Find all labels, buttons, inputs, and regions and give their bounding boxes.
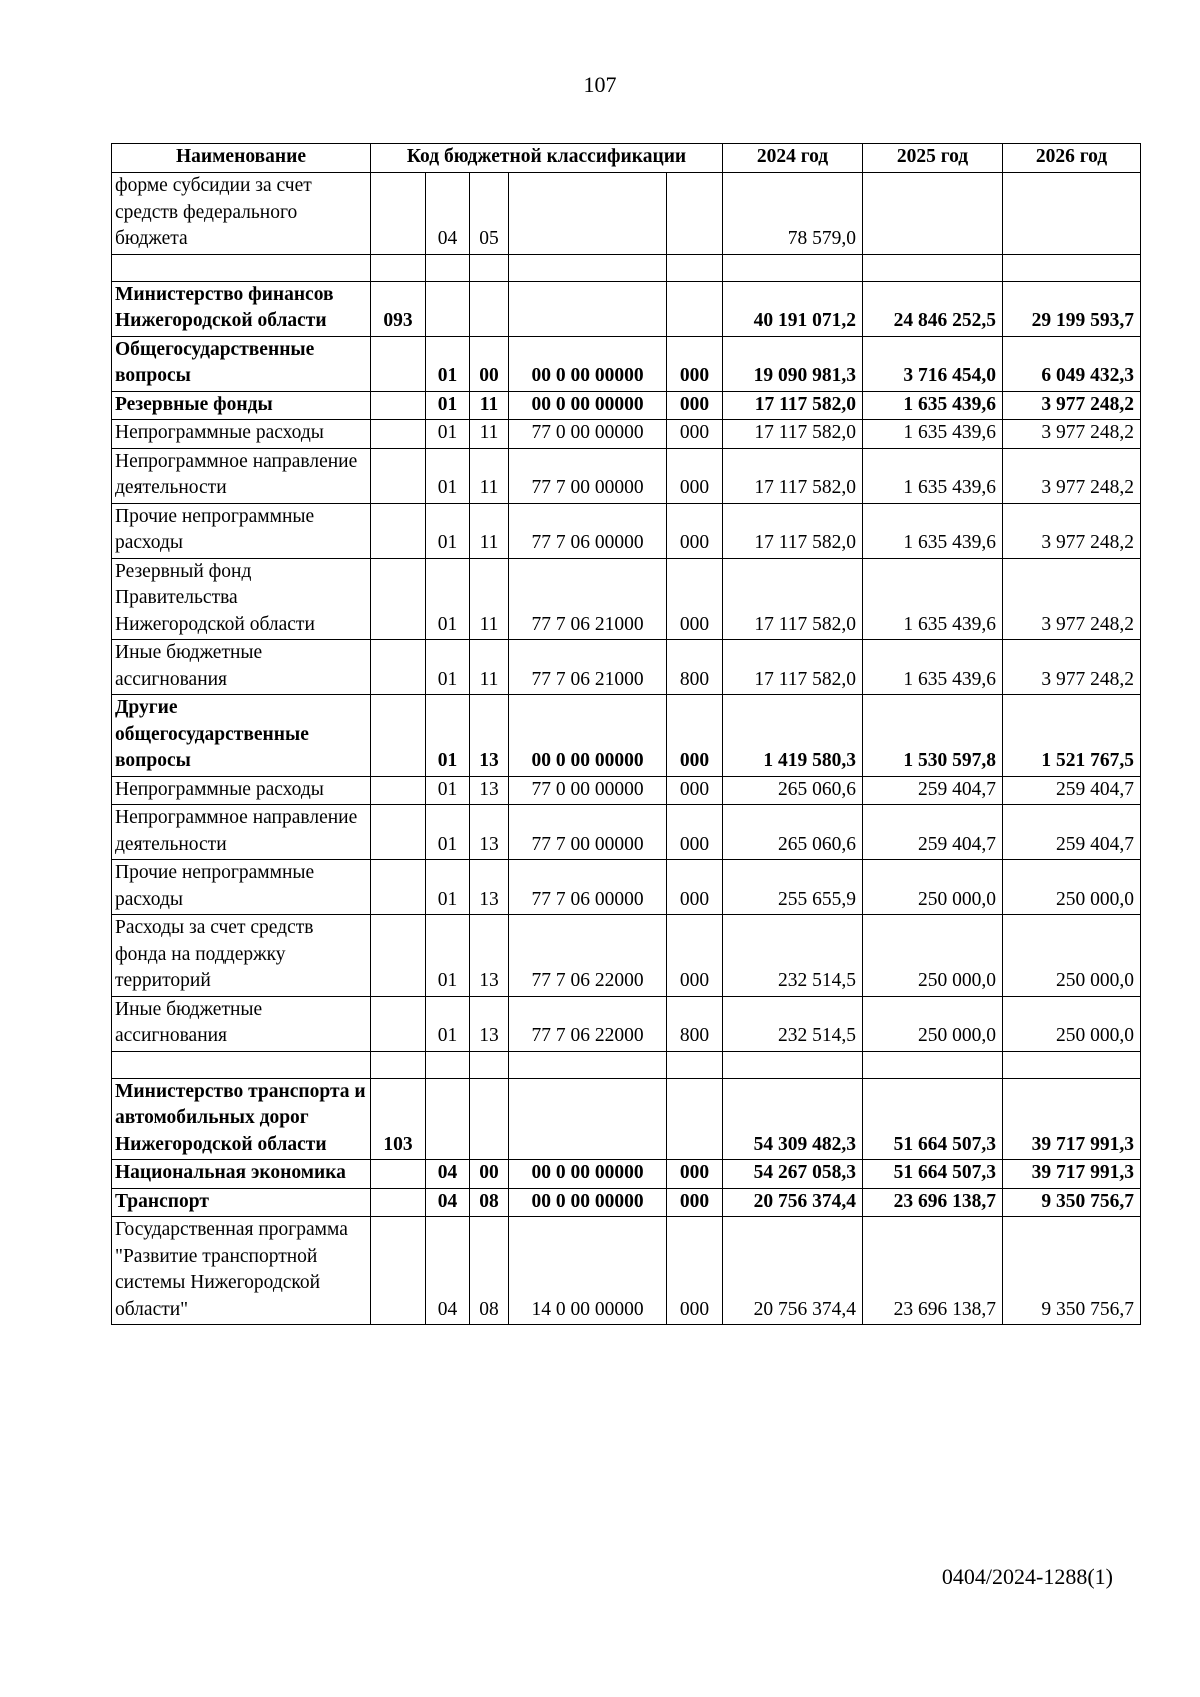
table-row [112,776,1141,805]
dept-code [371,420,426,449]
target-article-code: 00 0 00 00000 [509,1160,667,1189]
target-article-code: 00 0 00 00000 [509,1188,667,1217]
expense-type-code: 800 [667,640,723,695]
section-code: 01 [426,448,470,503]
target-article-code: 00 0 00 00000 [509,336,667,391]
amount-2024: 1 419 580,3 [723,695,863,777]
target-article-code: 77 7 06 00000 [509,503,667,558]
expense-type-code: 000 [667,695,723,777]
table-row [112,281,1141,336]
row-name: Прочие непрограммные расходы [112,860,371,915]
row-name: Министерство транспорта и автомобильных дорог Нижегородской области [112,1078,371,1160]
table-row [112,860,1141,915]
dept-code [371,996,426,1051]
table-row [112,336,1141,391]
section-code: 01 [426,640,470,695]
table-header-row [112,144,1141,173]
amount-2026: 3 977 248,2 [1003,640,1141,695]
empty-cell [470,1051,509,1078]
expense-type-code: 000 [667,805,723,860]
row-name: Общегосударственные вопросы [112,336,371,391]
expense-type-code: 800 [667,996,723,1051]
amount-2026: 3 977 248,2 [1003,503,1141,558]
dept-code [371,173,426,255]
subsection-code: 00 [470,1160,509,1189]
header-code: Код бюджетной классификации [371,144,723,173]
row-name: форме субсидии за счет средств федерального бюджета [112,173,371,255]
expense-type-code [667,173,723,255]
amount-2025: 259 404,7 [863,805,1003,860]
dept-code: 093 [371,281,426,336]
subsection-code: 11 [470,503,509,558]
subsection-code: 11 [470,558,509,640]
amount-2024: 17 117 582,0 [723,503,863,558]
header-name: Наименование [112,144,371,173]
row-name: Иные бюджетные ассигнования [112,996,371,1051]
expense-type-code: 000 [667,448,723,503]
header-2025: 2025 год [863,144,1003,173]
dept-code [371,503,426,558]
section-code: 01 [426,503,470,558]
section-code: 01 [426,776,470,805]
amount-2024: 255 655,9 [723,860,863,915]
table-row [112,1188,1141,1217]
dept-code [371,558,426,640]
dept-code [371,1160,426,1189]
empty-cell [112,1051,371,1078]
dept-code [371,391,426,420]
target-article-code: 77 7 00 00000 [509,448,667,503]
amount-2025: 250 000,0 [863,860,1003,915]
empty-cell [723,1051,863,1078]
row-name: Иные бюджетные ассигнования [112,640,371,695]
subsection-code [470,281,509,336]
expense-type-code: 000 [667,503,723,558]
target-article-code: 77 7 06 00000 [509,860,667,915]
table-row [112,805,1141,860]
amount-2024: 19 090 981,3 [723,336,863,391]
document-id: 0404/2024-1288(1) [941,1564,1113,1589]
row-name: Другие общегосударственные вопросы [112,695,371,777]
expense-type-code: 000 [667,391,723,420]
empty-cell [112,254,371,281]
table-row [112,996,1141,1051]
table-row [112,1078,1141,1160]
amount-2024: 20 756 374,4 [723,1188,863,1217]
section-code: 04 [426,1188,470,1217]
target-article-code: 77 7 06 22000 [509,915,667,997]
empty-cell [667,254,723,281]
section-code: 01 [426,915,470,997]
subsection-code: 13 [470,776,509,805]
target-article-code: 77 7 06 21000 [509,558,667,640]
target-article-code: 77 0 00 00000 [509,420,667,449]
empty-cell [509,254,667,281]
empty-cell [470,254,509,281]
row-name: Государственная программа "Развитие транспортной системы Нижегородской области" [112,1217,371,1325]
row-name: Непрограммные расходы [112,420,371,449]
amount-2025: 1 635 439,6 [863,448,1003,503]
budget-table [111,143,1141,1325]
row-name: Национальная экономика [112,1160,371,1189]
spacer-row [112,1051,1141,1078]
expense-type-code [667,281,723,336]
subsection-code: 08 [470,1188,509,1217]
table-row [112,695,1141,777]
amount-2025: 250 000,0 [863,996,1003,1051]
target-article-code: 14 0 00 00000 [509,1217,667,1325]
subsection-code: 13 [470,996,509,1051]
empty-cell [863,1051,1003,1078]
section-code: 01 [426,996,470,1051]
amount-2025: 1 635 439,6 [863,420,1003,449]
amount-2025: 1 635 439,6 [863,558,1003,640]
dept-code [371,640,426,695]
target-article-code: 00 0 00 00000 [509,391,667,420]
empty-cell [426,254,470,281]
table-row [112,915,1141,997]
dept-code [371,336,426,391]
amount-2025: 259 404,7 [863,776,1003,805]
amount-2026: 259 404,7 [1003,776,1141,805]
table-row [112,1217,1141,1325]
section-code: 04 [426,1160,470,1189]
amount-2026: 39 717 991,3 [1003,1160,1141,1189]
amount-2026: 250 000,0 [1003,996,1141,1051]
amount-2026: 6 049 432,3 [1003,336,1141,391]
row-name: Расходы за счет средств фонда на поддержку территорий [112,915,371,997]
amount-2024: 232 514,5 [723,915,863,997]
amount-2024: 265 060,6 [723,805,863,860]
header-2024: 2024 год [723,144,863,173]
empty-cell [667,1051,723,1078]
amount-2025: 23 696 138,7 [863,1188,1003,1217]
subsection-code: 08 [470,1217,509,1325]
amount-2026: 9 350 756,7 [1003,1188,1141,1217]
section-code: 04 [426,1217,470,1325]
section-code: 04 [426,173,470,255]
amount-2026: 39 717 991,3 [1003,1078,1141,1160]
section-code [426,281,470,336]
expense-type-code: 000 [667,558,723,640]
amount-2025: 24 846 252,5 [863,281,1003,336]
row-name: Резервные фонды [112,391,371,420]
subsection-code: 11 [470,391,509,420]
amount-2024: 54 267 058,3 [723,1160,863,1189]
amount-2026 [1003,173,1141,255]
dept-code [371,695,426,777]
empty-cell [371,1051,426,1078]
row-name: Непрограммные расходы [112,776,371,805]
target-article-code: 77 0 00 00000 [509,776,667,805]
expense-type-code: 000 [667,420,723,449]
expense-type-code: 000 [667,1188,723,1217]
amount-2025: 1 530 597,8 [863,695,1003,777]
dept-code: 103 [371,1078,426,1160]
amount-2024: 17 117 582,0 [723,558,863,640]
empty-cell [863,254,1003,281]
amount-2024: 232 514,5 [723,996,863,1051]
section-code: 01 [426,336,470,391]
amount-2025 [863,173,1003,255]
expense-type-code: 000 [667,336,723,391]
page-number: 107 [583,72,617,97]
subsection-code: 13 [470,805,509,860]
dept-code [371,805,426,860]
dept-code [371,1217,426,1325]
section-code: 01 [426,695,470,777]
dept-code [371,915,426,997]
row-name: Непрограммное направление деятельности [112,448,371,503]
dept-code [371,860,426,915]
amount-2025: 3 716 454,0 [863,336,1003,391]
spacer-row [112,254,1141,281]
amount-2025: 1 635 439,6 [863,391,1003,420]
amount-2024: 40 191 071,2 [723,281,863,336]
target-article-code: 00 0 00 00000 [509,695,667,777]
row-name: Непрограммное направление деятельности [112,805,371,860]
target-article-code [509,1078,667,1160]
amount-2026: 1 521 767,5 [1003,695,1141,777]
amount-2026: 3 977 248,2 [1003,558,1141,640]
subsection-code: 13 [470,695,509,777]
table-row [112,558,1141,640]
expense-type-code: 000 [667,915,723,997]
subsection-code: 05 [470,173,509,255]
table-row [112,640,1141,695]
section-code: 01 [426,391,470,420]
amount-2026: 29 199 593,7 [1003,281,1141,336]
target-article-code [509,281,667,336]
row-name: Транспорт [112,1188,371,1217]
header-2026: 2026 год [1003,144,1141,173]
section-code: 01 [426,420,470,449]
amount-2025: 1 635 439,6 [863,503,1003,558]
empty-cell [1003,254,1141,281]
target-article-code: 77 7 06 22000 [509,996,667,1051]
dept-code [371,448,426,503]
amount-2024: 17 117 582,0 [723,391,863,420]
dept-code [371,776,426,805]
amount-2024: 17 117 582,0 [723,448,863,503]
table-body [112,173,1141,1325]
expense-type-code: 000 [667,1217,723,1325]
amount-2025: 1 635 439,6 [863,640,1003,695]
expense-type-code [667,1078,723,1160]
table-row [112,420,1141,449]
table-row [112,391,1141,420]
target-article-code [509,173,667,255]
subsection-code: 13 [470,860,509,915]
amount-2025: 51 664 507,3 [863,1078,1003,1160]
subsection-code: 11 [470,420,509,449]
amount-2026: 259 404,7 [1003,805,1141,860]
amount-2025: 23 696 138,7 [863,1217,1003,1325]
amount-2026: 3 977 248,2 [1003,448,1141,503]
subsection-code: 13 [470,915,509,997]
amount-2026: 250 000,0 [1003,860,1141,915]
amount-2024: 17 117 582,0 [723,640,863,695]
section-code: 01 [426,805,470,860]
dept-code [371,1188,426,1217]
amount-2024: 265 060,6 [723,776,863,805]
table-row [112,173,1141,255]
target-article-code: 77 7 06 21000 [509,640,667,695]
amount-2024: 78 579,0 [723,173,863,255]
empty-cell [371,254,426,281]
amount-2026: 3 977 248,2 [1003,420,1141,449]
section-code: 01 [426,558,470,640]
amount-2024: 54 309 482,3 [723,1078,863,1160]
table-row [112,1160,1141,1189]
amount-2025: 51 664 507,3 [863,1160,1003,1189]
subsection-code: 11 [470,448,509,503]
subsection-code: 00 [470,336,509,391]
row-name: Резервный фонд Правительства Нижегородской области [112,558,371,640]
amount-2025: 250 000,0 [863,915,1003,997]
target-article-code: 77 7 00 00000 [509,805,667,860]
empty-cell [426,1051,470,1078]
row-name: Министерство финансов Нижегородской области [112,281,371,336]
table-row [112,448,1141,503]
amount-2024: 17 117 582,0 [723,420,863,449]
expense-type-code: 000 [667,776,723,805]
empty-cell [509,1051,667,1078]
amount-2024: 20 756 374,4 [723,1217,863,1325]
empty-cell [723,254,863,281]
amount-2026: 3 977 248,2 [1003,391,1141,420]
table-row [112,503,1141,558]
expense-type-code: 000 [667,860,723,915]
subsection-code: 11 [470,640,509,695]
section-code [426,1078,470,1160]
row-name: Прочие непрограммные расходы [112,503,371,558]
amount-2026: 9 350 756,7 [1003,1217,1141,1325]
section-code: 01 [426,860,470,915]
amount-2026: 250 000,0 [1003,915,1141,997]
expense-type-code: 000 [667,1160,723,1189]
empty-cell [1003,1051,1141,1078]
subsection-code [470,1078,509,1160]
